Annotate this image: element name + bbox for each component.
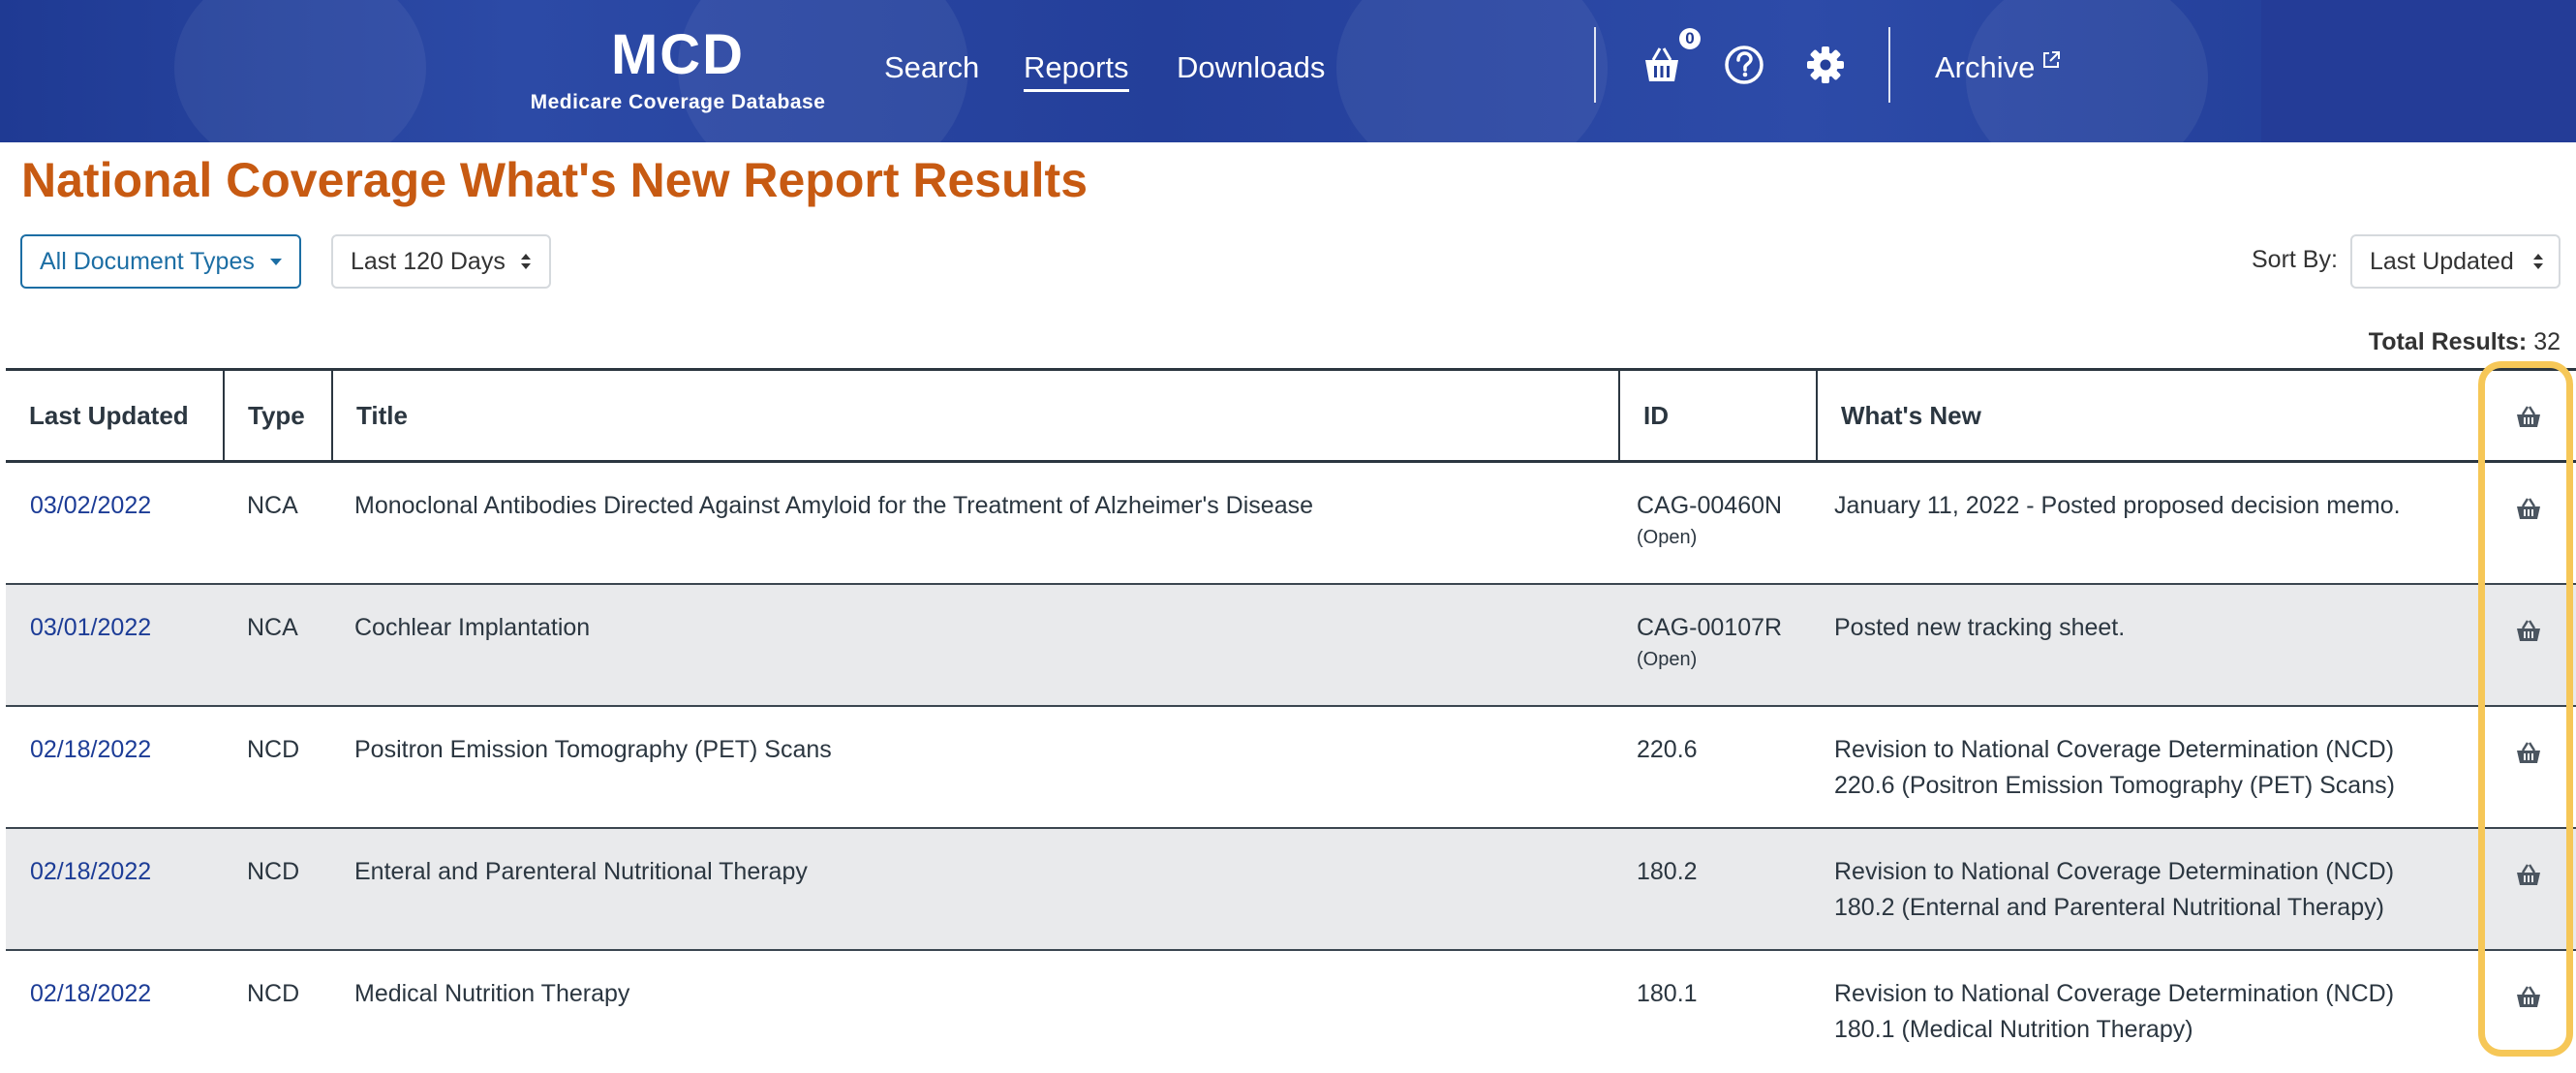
table-row (6, 951, 2576, 1073)
row-type: NCA (247, 492, 298, 519)
basket-icon[interactable] (1640, 43, 1684, 87)
column-header-id[interactable]: ID (1618, 371, 1816, 460)
external-link-icon (2041, 50, 2061, 70)
row-type: NCA (247, 614, 298, 641)
row-id-status: (Open) (1637, 527, 1698, 548)
site-header (0, 0, 2576, 142)
row-title: Medical Nutrition Therapy (354, 980, 630, 1007)
total-results-label: Total Results: (2368, 328, 2528, 355)
logo-subtitle: Medicare Coverage Database (530, 91, 826, 113)
sort-by-label: Sort By: (2252, 246, 2338, 273)
row-type: NCD (247, 736, 300, 763)
page-title: National Coverage What's New Report Results (21, 153, 1089, 207)
row-whats-new (1834, 976, 2394, 1048)
date-range-select[interactable] (331, 234, 551, 289)
row-title: Monoclonal Antibodies Directed Against Amyloid for the Treatment of Alzheimer's Disease (354, 492, 1314, 519)
basket-column-highlight (2478, 361, 2573, 1057)
row-id (1637, 732, 1698, 768)
header-divider (1888, 27, 1890, 103)
sort-by-value: Last Updated (2370, 248, 2514, 275)
row-whats-new-line: Revision to National Coverage Determination (NCD) (1834, 980, 2395, 1007)
row-whats-new-line: 180.2 (Enternal and Parenteral Nutritional Therapy) (1834, 894, 2384, 921)
total-results-value: 32 (2533, 328, 2561, 355)
table-row (6, 463, 2576, 585)
row-date-link[interactable]: 02/18/2022 (30, 980, 152, 1007)
row-whats-new-line: Revision to National Coverage Determination (NCD) (1834, 736, 2395, 763)
row-title: Cochlear Implantation (354, 614, 591, 641)
row-title: Positron Emission Tomography (PET) Scans (354, 736, 832, 763)
nav-reports[interactable]: Reports (1024, 48, 1129, 92)
nav-search[interactable]: Search (884, 50, 980, 84)
table-header (6, 368, 2576, 463)
gear-icon[interactable] (1803, 43, 1848, 87)
row-whats-new-line: January 11, 2022 - Posted proposed decision memo. (1834, 492, 2401, 519)
caret-down-icon (270, 259, 282, 265)
row-whats-new (1834, 610, 2125, 646)
row-whats-new-line: 220.6 (Positron Emission Tomography (PET) Scans) (1834, 772, 2395, 799)
row-id (1637, 488, 1782, 551)
row-whats-new-line: Posted new tracking sheet. (1834, 614, 2126, 641)
row-id-value: CAG-00460N (1637, 492, 1783, 519)
row-whats-new-line: Revision to National Coverage Determination (NCD) (1834, 858, 2395, 885)
row-id (1637, 610, 1782, 673)
total-results (2369, 328, 2561, 356)
logo-mark: MCD (610, 23, 746, 86)
row-date-link[interactable]: 03/01/2022 (30, 614, 152, 641)
row-id-status: (Open) (1637, 649, 1698, 670)
column-header-title[interactable]: Title (331, 371, 1618, 460)
table-row (6, 829, 2576, 951)
table-row (6, 585, 2576, 707)
archive-link[interactable]: Archive (1935, 50, 2036, 84)
row-whats-new (1834, 488, 2401, 524)
row-id-value: 220.6 (1637, 736, 1698, 763)
row-whats-new-line: 180.1 (Medical Nutrition Therapy) (1834, 1016, 2193, 1043)
document-type-value: All Document Types (40, 248, 255, 275)
column-header-type[interactable]: Type (223, 371, 331, 460)
row-whats-new (1834, 854, 2394, 926)
document-type-dropdown[interactable] (20, 234, 301, 289)
row-type: NCD (247, 980, 300, 1007)
row-id-value: 180.1 (1637, 980, 1698, 1007)
row-date-link[interactable]: 02/18/2022 (30, 858, 152, 885)
row-type: NCD (247, 858, 300, 885)
nav-downloads[interactable]: Downloads (1177, 50, 1326, 84)
row-id-value: CAG-00107R (1637, 614, 1783, 641)
row-id (1637, 854, 1698, 890)
row-id (1637, 976, 1698, 1012)
cart-count-badge: 0 (1679, 28, 1701, 49)
header-photo-shape (174, 0, 426, 142)
header-photo-shape (1336, 0, 1608, 142)
row-id-value: 180.2 (1637, 858, 1698, 885)
header-right-panel (2261, 0, 2576, 142)
table-row (6, 707, 2576, 829)
row-title: Enteral and Parenteral Nutritional Therapy (354, 858, 808, 885)
help-icon[interactable] (1722, 43, 1766, 87)
row-date-link[interactable]: 02/18/2022 (30, 736, 152, 763)
sort-by-select[interactable] (2350, 234, 2561, 289)
header-divider (1594, 27, 1596, 103)
row-date-link[interactable]: 03/02/2022 (30, 492, 152, 519)
column-header-whats-new[interactable]: What's New (1816, 371, 2474, 460)
row-whats-new (1834, 732, 2395, 804)
date-range-value: Last 120 Days (351, 248, 506, 275)
mcd-logo[interactable] (523, 25, 833, 114)
column-header-last-updated[interactable]: Last Updated (29, 401, 189, 430)
